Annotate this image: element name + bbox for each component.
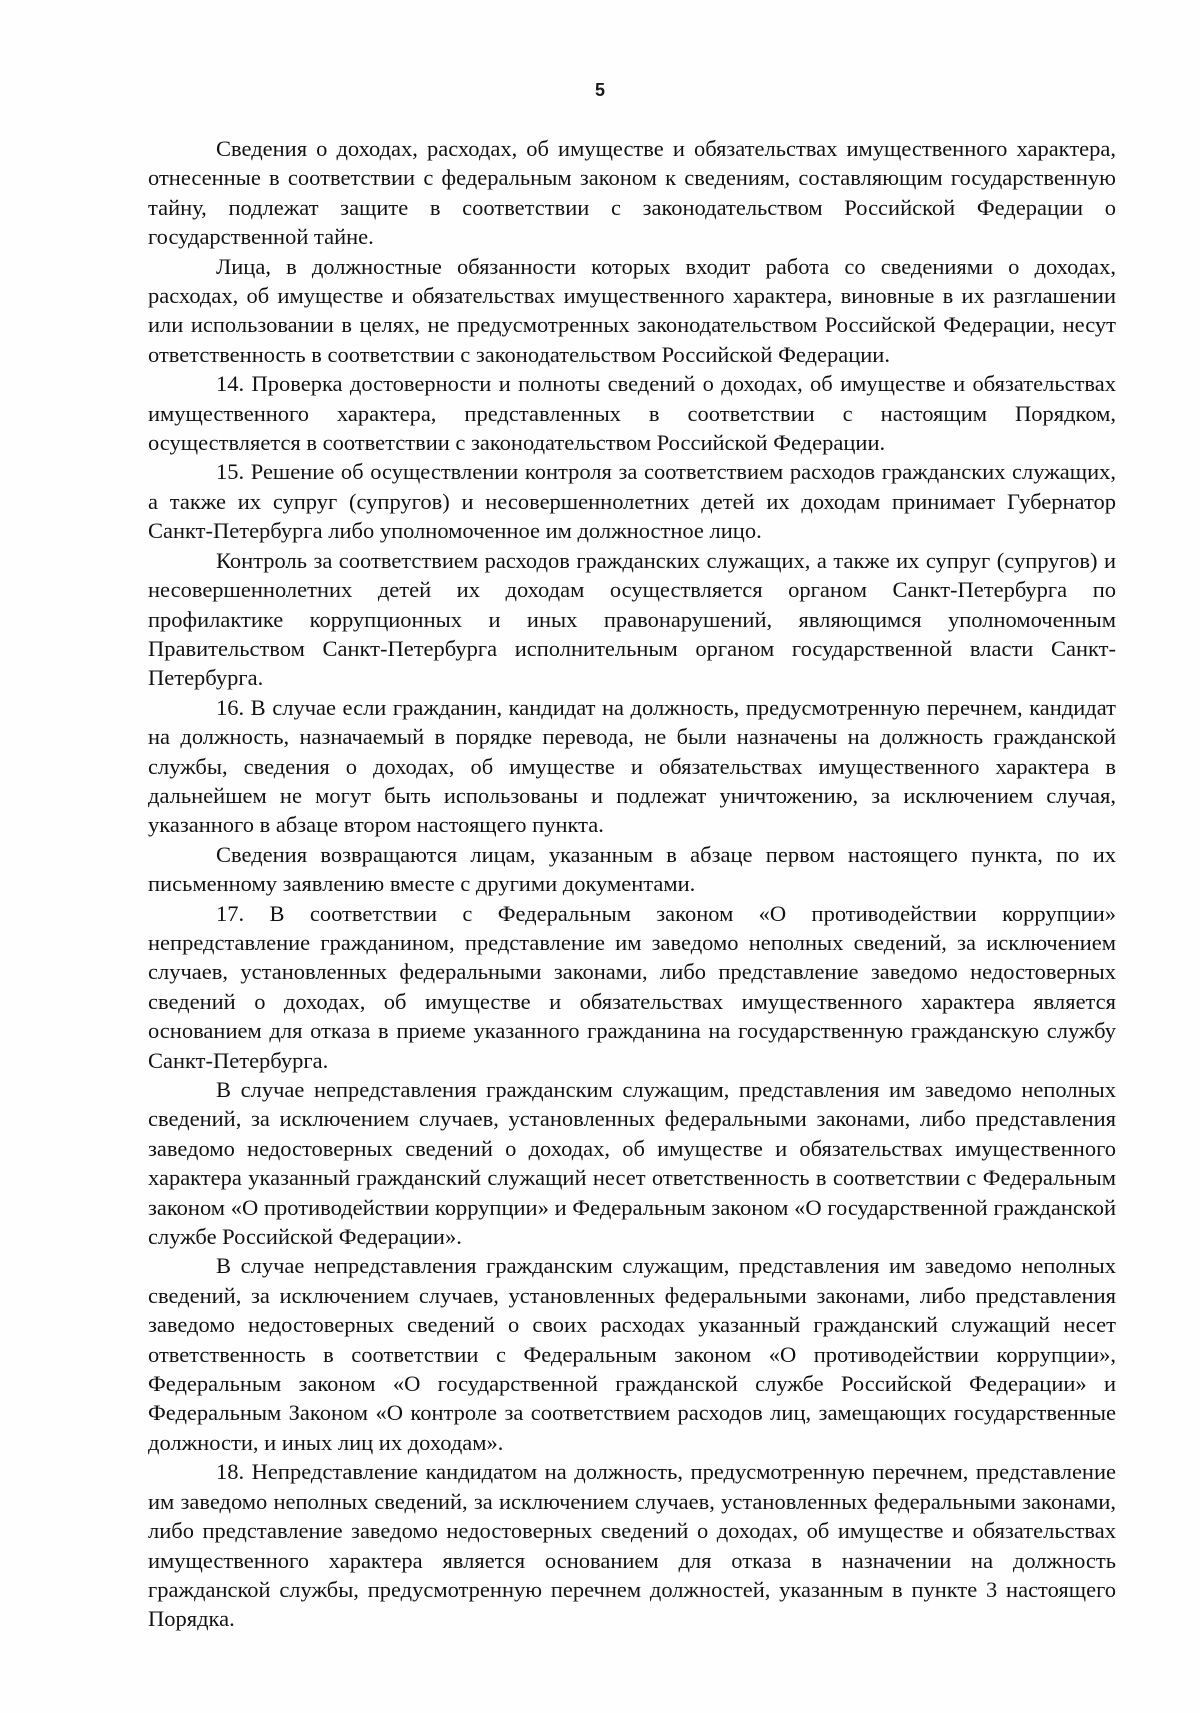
page-number: 5 — [594, 80, 605, 100]
paragraph-16-return: Сведения возвращаются лицам, указанным в абзаце первом настоящего пункта, по их письменному заявлению вместе с другими документами. — [148, 841, 1116, 897]
paragraph-17-liability-income: В случае непредставления гражданским служащим, представления им заведомо неполных сведений, за исключением случаев, установленных федеральными законами, либо представления заведомо недостоверных сведений о доходах, об имуществе и обязательствах имущественного характера указанный гражданский служащий несет ответственность в соответствии с Федеральным законом «О противодействии коррупции» и Федеральным законом «О государственной гражданской службе Российской Федерации». — [148, 1077, 1116, 1250]
paragraph-18-appointment-refusal: 18. Непредставление кандидатом на должность, предусмотренную перечнем, представление им заведомо неполных сведений, за исключением случаев, установленных федеральными законами, либо представление заведомо недостоверных сведений о доходах, об имуществе и обязательствах имущественного характера является основанием для отказа в назначении на должность гражданской службы, предусмотренную перечнем должностей, указанным в пункте 3 настоящего Порядка. — [148, 1459, 1116, 1632]
paragraph-17-liability-expenses: В случае непредставления гражданским служащим, представления им заведомо неполных сведений, за исключением случаев, установленных федеральными законами, либо представления заведомо недостоверных сведений о своих расходах указанный гражданский служащий несет ответственность в соответствии с Федеральным законом «О противодействии коррупции», Федеральным законом «О государственной гражданской службе Российской Федерации» и Федеральным Законом «О контроле за соответствием расходов лиц, замещающих государственные должности, и иных лиц их доходам». — [148, 1253, 1116, 1455]
paragraph-disclosure-liability: Лица, в должностные обязанности которых входит работа со сведениями о доходах, расходах, об имуществе и обязательствах имущественного характера, виновные в их разглашении или использовании в целях, не предусмотренных законодательством Российской Федерации, несут ответственность в соответствии с законодательством Российской Федерации. — [148, 253, 1116, 367]
paragraph-14-verification: 14. Проверка достоверности и полноты сведений о доходах, об имуществе и обязательствах имущественного характера, представленных в соответствии с настоящим Порядком, осуществляется в соответствии с законодательством Российской Федерации. — [148, 371, 1116, 456]
paragraph-17-refusal: 17. В соответствии с Федеральным законом «О противодействии коррупции» непредставление гражданином, представление им заведомо неполных сведений, за исключением случаев, установленных федеральными законами, либо представление заведомо недостоверных сведений о доходах, об имуществе и обязательствах имущественного характера является основанием для отказа в приеме указанного гражданина на государственную гражданскую службу Санкт-Петербурга. — [148, 900, 1116, 1073]
paragraph-15-control-body: Контроль за соответствием расходов гражданских служащих, а также их супруг (супругов) и несовершеннолетних детей их доходам осуществляется органом Санкт-Петербурга по профилактике коррупционных и иных правонарушений, являющимся уполномоченным Правительством Санкт-Петербурга исполнительным органом государственной власти Санкт-Петербурга. — [148, 547, 1116, 691]
paragraph-15-control-decision: 15. Решение об осуществлении контроля за соответствием расходов гражданских служащих, а также их супруг (супругов) и несовершеннолетних детей их доходам принимает Губернатор Санкт-Петербурга либо уполномоченное им должностное лицо. — [148, 459, 1116, 544]
paragraph-16-destruction: 16. В случае если гражданин, кандидат на должность, предусмотренную перечнем, кандидат на должность, назначаемый в порядке перевода, не были назначены на должность гражданской службы, сведения о доходах, об имуществе и обязательствах имущественного характера в дальнейшем не могут быть использованы и подлежат уничтожению, за исключением случая, указанного в абзаце втором настоящего пункта. — [148, 694, 1116, 838]
paragraph-classified-info: Сведения о доходах, расходах, об имуществе и обязательствах имущественного характера, отнесенные в соответствии с федеральным законом к сведениям, составляющим государственную тайну, подлежат защите в соответствии с законодательством Российской Федерации о государственной тайне. — [148, 136, 1116, 250]
document-body — [148, 134, 1116, 1634]
